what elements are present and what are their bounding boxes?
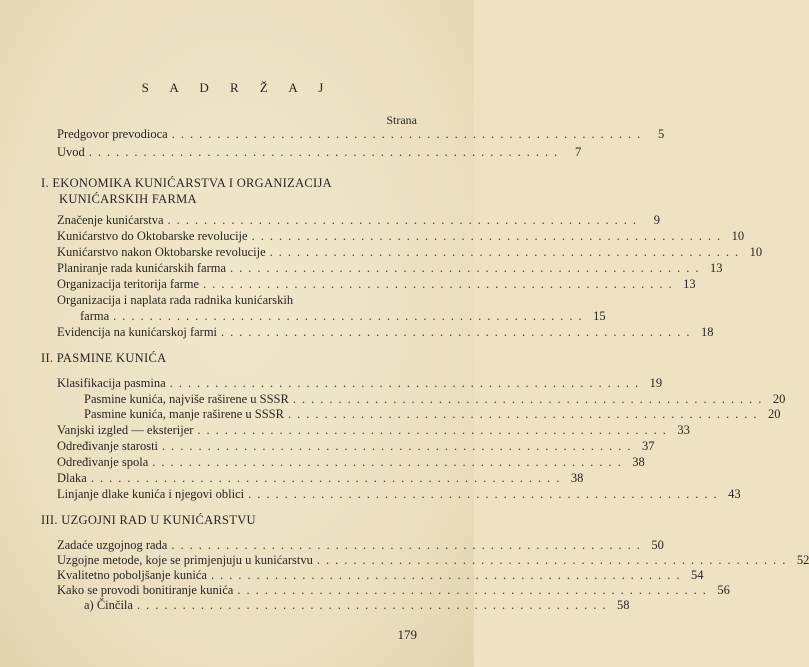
toc-entry-page: 50 [651,538,664,552]
toc-entry-title: Značenje kunićarstva [57,213,164,227]
toc-entry [57,439,655,454]
toc-entry-page: 20 [767,407,781,421]
toc-entry [57,487,741,502]
toc-entry-title: Organizacija i naplata rada radnika kunićarskih [57,293,294,307]
leader-dots: .................................................... [316,553,792,567]
section-heading-line: KUNIĆARSKIH FARMA [59,192,197,206]
toc-entry-title: Određivanje spola [57,455,149,469]
toc-subentry [84,392,786,407]
toc-entry-title: Kunićarstvo nakon Oktobarske revolucije [57,245,266,259]
toc-entry-page: 38 [570,471,584,485]
toc-entry [57,325,714,340]
toc-entry-page: 10 [749,245,763,259]
toc-entry [57,213,661,228]
toc-entry-title: Kako se provodi bonitiranje kunića [57,583,234,597]
toc-entry-page: 56 [717,583,730,597]
toc-entry-title: Kunićarstvo do Oktobarske revolucije [57,229,248,243]
toc-entry [57,455,645,470]
toc-entry-title: Klasifikacija pasmina [57,376,166,390]
toc-subentry [84,407,781,422]
leader-dots: .................................................... [171,538,646,552]
toc-entry-title: a) Činčila [84,598,133,612]
toc-entry-title: Organizacija teritorija farme [57,277,200,291]
toc-entry [57,471,584,486]
toc-entry [57,245,763,260]
toc-entry [57,538,664,553]
toc-entry-page: 18 [701,325,714,339]
toc-entry-title: Linjanje dlake kunića i njegovi oblici [57,487,245,501]
toc-entry-page: 20 [772,392,786,406]
page-column-label: Strana [386,113,417,127]
toc-entry-title: Predgovor prevodioca [57,127,168,141]
section-heading-line: II. PASMINE KUNIĆA [41,351,167,365]
toc-entry [57,583,730,598]
toc-entry-page: 10 [731,229,745,243]
toc-entry [57,261,723,276]
leader-dots: .................................................... [237,583,712,597]
toc-entry [57,423,690,438]
leader-dots: .................................................... [251,229,727,243]
toc-entry-page: 13 [683,277,696,291]
leader-dots: .................................................... [167,213,643,227]
toc-entry-title: Određivanje starosti [57,439,159,453]
toc-entry-title: Zadaće uzgojnog rada [57,538,168,552]
section-heading-line: III. UZGOJNI RAD U KUNIĆARSTVU [41,513,256,527]
toc-entry-page: 9 [653,213,661,227]
section-heading [41,350,417,366]
leader-dots: .................................................... [88,145,564,159]
toc-entry [57,568,704,583]
leader-dots: .................................................... [152,455,627,469]
toc-entry [57,376,663,391]
toc-entry-page: 54 [690,568,704,582]
toc-entry-title: Uvod [57,145,85,159]
leader-dots: .................................................... [269,245,745,259]
toc-entry-page: 38 [632,455,645,469]
toc-entry-page: 7 [575,145,582,159]
toc-entry-title: Planiranje rada kunićarskih farma [57,261,227,275]
toc-entry [57,127,665,142]
leader-dots: .................................................... [171,127,647,141]
leader-dots: .................................................... [292,392,768,406]
toc-entry-title: Pasmine kunića, manje raširene u SSSR [84,407,284,421]
leader-dots: .................................................... [136,598,612,612]
toc-entry-title: Evidencija na kunićarskoj farmi [57,325,218,339]
leader-dots: .................................................... [203,277,678,291]
toc-entry-title: farma [80,309,110,323]
toc-entry-page: 52 [796,553,809,567]
toc-entry-title: Kvalitetno poboljšanje kunića [57,568,207,582]
leader-dots: .................................................... [248,487,723,501]
leader-dots: .................................................... [287,407,763,421]
toc-entry-page: 19 [649,376,663,390]
leader-dots: .................................................... [162,439,637,453]
toc-entry [57,293,417,308]
leader-dots: .................................................... [90,471,566,485]
toc-entry-continuation [80,309,606,324]
toc-entry-page: 37 [642,439,655,453]
leader-dots: .................................................... [230,261,705,275]
toc-entry-title: Uzgojne metode, koje se primjenjuju u kunićarstvu [57,553,313,567]
toc-entry-page: 33 [677,423,690,437]
leader-dots: .................................................... [221,325,696,339]
leader-dots: .................................................... [210,568,686,582]
toc-entry [57,145,582,160]
section-heading [41,512,417,528]
toc-entry-page: 5 [657,127,665,141]
toc-entry [57,229,745,244]
toc-entry-title: Vanjski izgled — eksterijer [57,423,194,437]
leader-dots: .................................................... [169,376,645,390]
toc-subentry [84,598,630,613]
leader-dots: .................................................... [197,423,672,437]
toc-entry-page: 43 [728,487,741,501]
toc-entry [57,277,696,292]
section-heading-line: I. EKONOMIKA KUNIĆARSTVA I ORGANIZACIJA [41,176,332,190]
toc-entry-page: 13 [710,261,723,275]
page-title: S A D R Ž A J [141,80,333,95]
toc-entry [57,553,809,568]
toc-entry-title: Pasmine kunića, najviše raširene u SSSR [84,392,289,406]
toc-entry-page: 58 [616,598,630,612]
toc-entry-title: Dlaka [57,471,87,485]
leader-dots: .................................................... [113,309,588,323]
toc-entry-page: 15 [593,309,606,323]
section-heading [41,175,417,207]
page-number: 179 [397,627,417,642]
